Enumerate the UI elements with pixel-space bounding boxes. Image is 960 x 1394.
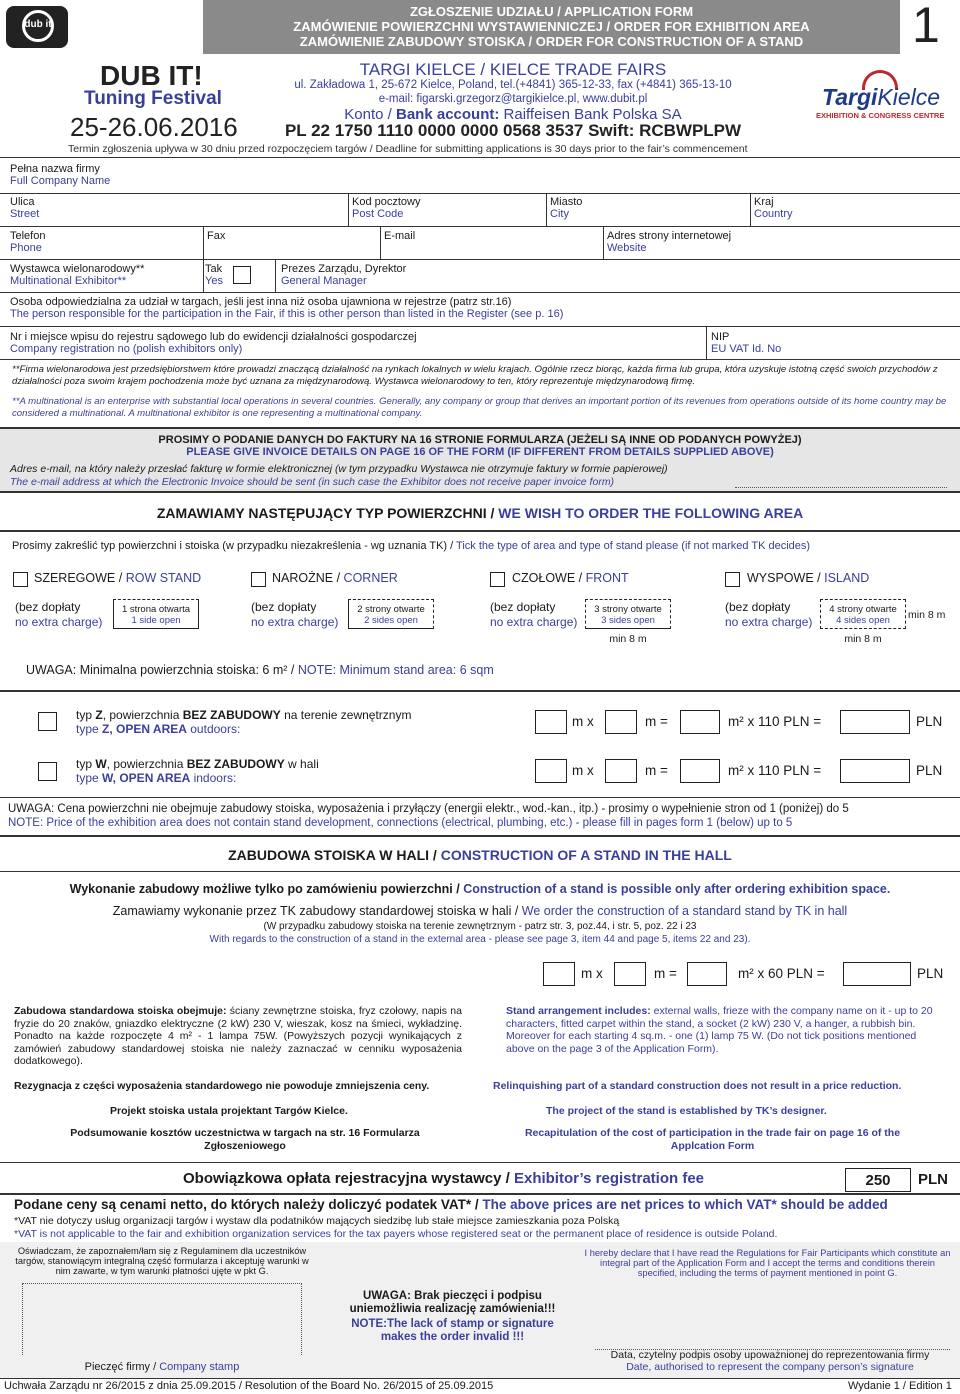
resign-pl: Rezygnacja z części wyposażenia standardowego nie powoduje zmniejszenia ceny.	[14, 1080, 430, 1092]
edition-text: Wydanie 1 / Edition 1	[848, 1380, 952, 1392]
tk-logo-b: Kielce	[877, 84, 941, 110]
logo-text: dub it	[24, 19, 52, 30]
yes-label-pl: Tak	[205, 263, 223, 275]
event-dates: 25-26.06.2016	[70, 112, 238, 142]
company-label-pl: Pełna nazwa firmy	[10, 163, 100, 175]
vsep	[546, 193, 547, 226]
nocharge-row	[15, 600, 102, 630]
field-registration[interactable]	[10, 331, 417, 355]
company-stamp-label	[22, 1361, 302, 1373]
vat-note-en: *VAT is not applicable to the fair and exhibition organization services for the tax payers whose registered seat or the permanent place of residence is outside Poland.	[14, 1228, 778, 1240]
account-pl: Konto /	[344, 106, 396, 123]
type-w-checkbox[interactable]	[38, 762, 57, 781]
construct-order	[0, 904, 960, 918]
type-w-pl	[76, 757, 319, 771]
m2x-label: m² x 110 PLN =	[728, 714, 822, 729]
iban: PL 22 1750 1110 0000 0000 0568 3537	[284, 121, 584, 140]
invoice-email-en: The e-mail address at which the Electronic Invoice should be sent (in such case the Exhibitor does not receive paper invoice form)	[10, 476, 615, 488]
t: Z, OPEN AREA	[102, 722, 187, 736]
row-stand-checkbox[interactable]	[13, 572, 28, 587]
field-responsible[interactable]	[10, 296, 950, 320]
nocharge-pl: (bez dopłaty	[15, 600, 81, 614]
web-label-pl: Adres strony internetowej	[607, 230, 732, 242]
invoice-title-en: PLEASE GIVE INVOICE DETAILS ON PAGE 16 OF THE FORM (IF DIFFERENT FROM DETAILS SUPPLIED ABOVE)	[186, 446, 774, 458]
island-stand-checkbox[interactable]	[725, 572, 740, 587]
construct-title-en: CONSTRUCTION OF A STAND IN THE HALL	[440, 847, 732, 863]
meq-label: m =	[654, 966, 677, 981]
t: W	[95, 757, 107, 771]
field-email[interactable]	[384, 230, 415, 242]
nocharge-corner	[251, 600, 338, 630]
street-label-en: Street	[10, 208, 40, 220]
nocharge-pl: (bez dopłaty	[251, 600, 317, 614]
reg-label-pl: Nr i miejsce wpisu do rejestru sądowego lub do ewidencji działalności gospodarczej	[10, 331, 417, 343]
pln-label: PLN	[917, 966, 944, 981]
t: indoors:	[190, 771, 237, 785]
proj-pl: Projekt stoiska ustala projektant Targów Kielce.	[110, 1105, 348, 1117]
t: W, OPEN AREA	[102, 771, 191, 785]
side-pl: 3 strony otwarte	[594, 604, 662, 615]
corner-stand-checkbox[interactable]	[251, 572, 266, 587]
type-z-checkbox[interactable]	[38, 712, 57, 731]
post-label-en: Post Code	[352, 208, 404, 220]
front-stand-diagram	[585, 599, 671, 629]
warning-pl: UWAGA: Brak pieczęci i podpisu uniemożliwia realizację zamówienia!!!	[349, 1290, 556, 1315]
type-z-width-input[interactable]	[605, 710, 637, 734]
nocharge-en: no extra charge)	[490, 615, 578, 629]
divider	[0, 797, 960, 798]
meq-label: m =	[645, 714, 668, 729]
divider	[0, 259, 960, 260]
includes-pl	[14, 1005, 462, 1068]
type-z-total-input[interactable]	[840, 710, 910, 734]
only-pl: Wykonanie zabudowy możliwe tylko po zamówieniu powierzchni /	[69, 882, 464, 896]
type-pl: SZEREGOWE /	[34, 571, 126, 585]
vat-en: The above prices are net prices to which VAT* should be added	[482, 1197, 888, 1212]
mx-label: m x	[572, 714, 594, 729]
t: Z	[95, 708, 103, 722]
includes-en-head: Stand arrangement includes:	[506, 1005, 651, 1017]
t: BEZ ZABUDOWY	[186, 757, 285, 771]
field-multinational	[10, 263, 144, 287]
t: BEZ ZABUDOWY	[182, 708, 281, 722]
t: w hali	[284, 757, 319, 771]
vsep	[203, 226, 204, 259]
vsep	[750, 193, 751, 226]
phone-label-pl: Telefon	[10, 230, 46, 242]
island-stand-diagram	[820, 599, 906, 629]
fee-currency: PLN	[918, 1171, 948, 1188]
phone-label-en: Phone	[10, 242, 42, 254]
type-z-en	[76, 722, 411, 736]
divider	[0, 157, 960, 158]
vat-pl: Podane ceny są cenami netto, do których należy doliczyć podatek VAT* /	[14, 1197, 483, 1212]
fee-pl: Obowiązkowa opłata rejestracyjna wystawcy /	[183, 1170, 514, 1187]
email-label: E-mail	[384, 230, 416, 242]
invoice-title-pl: PROSIMY O PODANIE DANYCH DO FAKTURY NA 16 STRONIE FORMULARZA (JEŻELI SĄ INNE OD PODANYCH POWYŻEJ)	[158, 434, 802, 446]
page-number: 1	[912, 0, 940, 53]
warning-en: NOTE:The lack of stamp or signature makes the order invalid !!!	[351, 1318, 554, 1343]
m2x60-label: m² x 60 PLN =	[738, 966, 825, 981]
divider	[0, 292, 960, 293]
side-en: 4 sides open	[836, 615, 890, 626]
nip-label-en: EU VAT Id. No	[711, 343, 782, 355]
construct-width-input[interactable]	[614, 962, 646, 986]
tk-logo-a: Targi	[822, 84, 878, 110]
vat-title	[14, 1197, 888, 1212]
street-label-pl: Ulica	[10, 196, 35, 208]
nocharge-en: no extra charge)	[725, 615, 813, 629]
island-min-label: min 8 m	[844, 633, 882, 645]
min-area-en: NOTE: Minimum stand area: 6 sqm	[297, 663, 494, 677]
multinational-note-pl: **Firma wielonarodowa jest przedsiębiorstwem które prowadzi znaczącą działalność na rynkach lokalnych w wielu krajach. Ogólnie rzecz biorąc, każda firma lub grupa, która uzyskuje istotną część swoich przychodów z działalności poza swoim krajem pochodzenia może być uznana za międzynarodową. Wystawca wielonarodowy to ten, który reprezentuje międzynarodową firmę.	[12, 364, 938, 387]
stamp-pl: Pieczęć firmy /	[84, 1361, 160, 1373]
side-en: 3 sides open	[601, 615, 655, 626]
divider	[0, 1193, 960, 1195]
nocharge-pl: (bez dopłaty	[490, 600, 556, 614]
t: typ	[76, 757, 96, 771]
title-line-1: ZGŁOSZENIE UDZIAŁU / APPLICATION FORM	[409, 4, 694, 19]
swift: Swift: RCBWPLPW	[583, 121, 742, 140]
price-note-en: NOTE: Price of the exhibition area does not contain stand development, connections (electrical, plumbing, etc.) - please fill in pages form 1 (below) up to 5	[8, 817, 793, 829]
pln-label: PLN	[916, 714, 943, 729]
t: type	[76, 722, 103, 736]
reg-en: Company registration no (polish exhibitors only)	[10, 343, 243, 355]
order-title	[0, 505, 960, 521]
vsep	[275, 259, 276, 292]
tick-en: Tick the type of area and type of stand please (if not marked TK decides)	[456, 540, 811, 552]
fax-label: Fax	[207, 230, 226, 242]
t: type	[76, 771, 103, 785]
m2x-label: m² x 110 PLN =	[728, 763, 822, 778]
construct-title	[0, 847, 960, 863]
iban-line	[283, 121, 743, 141]
fee-amount: 250	[845, 1168, 911, 1192]
type-w-width-input[interactable]	[605, 759, 637, 783]
pln-label: PLN	[916, 763, 943, 778]
org-name: TARGI KIELCE / KIELCE TRADE FAIRS	[359, 60, 667, 79]
divider	[0, 226, 960, 227]
nocharge-front	[490, 600, 577, 630]
invoice-email-input[interactable]	[735, 476, 947, 488]
stamp-en: Company stamp	[159, 1361, 240, 1373]
city-label-pl: Miasto	[550, 196, 583, 208]
type-en: ISLAND	[824, 571, 870, 585]
type-w-label	[76, 757, 319, 785]
construct-length-input[interactable]	[543, 962, 575, 986]
meq-label: m =	[645, 763, 668, 778]
type-pl: NAROŻNE /	[272, 571, 344, 585]
row-stand-diagram	[113, 599, 199, 629]
min-area-note	[26, 663, 494, 677]
island-stand-label	[747, 571, 869, 585]
fee-en: Exhibitor’s registration fee	[513, 1170, 705, 1187]
recap-en: Recapitulation of the cost of participation in the trade fair on page 16 of the Applcation Form	[524, 1127, 901, 1152]
vat-note-pl: *VAT nie dotyczy usług organizacji targów i wystaw dla podatników mających siedzibę lub stałe miejsce zamieszkania poza Polską	[14, 1215, 620, 1227]
includes-pl-text: ściany zewnętrzne stoiska, fryz czołowy, napis na fryzie do 20 znaków, gniazdko elektryczne (2 kW) 230 V, wieszak, kosz na śmieci, wykładzinę. Ponadto na każde rozpoczęte 4 m² - 1 lampa 75W. (Powyższych pozycji wynikających z zamówień zabudowy standardowej stoiska nie należy zaznaczać w cenniku wyposażenia dodatkowego).	[14, 1005, 462, 1067]
nocharge-island	[725, 600, 812, 630]
vsep	[603, 226, 604, 259]
country-label-pl: Kraj	[754, 196, 774, 208]
type-z-length-input[interactable]	[535, 710, 567, 734]
mgr-label-pl: Prezes Zarządu, Dyrektor	[281, 263, 407, 275]
corner-stand-label	[272, 571, 398, 585]
front-min-label: min 8 m	[609, 633, 647, 645]
field-city[interactable]	[550, 196, 582, 220]
resp-label-en: The person responsible for the participation in the Fair, if this is other person than listed in the Register (see p. 16)	[10, 308, 564, 320]
t: , powierzchnia	[102, 708, 183, 722]
type-w-total-input[interactable]	[840, 759, 910, 783]
org-email: e-mail: figarski.grzegorz@targikielce.pl, www.dubit.pl	[378, 93, 648, 105]
construct-area-input[interactable]	[687, 962, 727, 986]
multinational-note-en: **A multinational is an enterprise with substantial local operations in several countries. Generally, any company or group that derives an important portion of its revenues from operations outside of its home country may be considered a multinational. A multinational exhibitor is one representing a multinational company.	[12, 396, 947, 419]
event-name: DUB IT!	[100, 60, 203, 91]
divider	[0, 835, 960, 837]
field-manager[interactable]	[281, 263, 406, 287]
recap-pl: Podsumowanie kosztów uczestnictwa w targach na str. 16 Formularza Zgłoszeniowego	[70, 1127, 420, 1152]
field-company[interactable]	[10, 163, 950, 193]
field-postcode[interactable]	[352, 196, 420, 220]
resp-label-pl: Osoba odpowiedzialna za udział w targach, jeśli jest inna niż osoba ujawniona w rejestrze (patrz str.16)	[10, 296, 512, 308]
title-line-2: ZAMÓWIENIE POWIERZCHNI WYSTAWIENNICZEJ / ORDER FOR EXHIBITION AREA	[293, 19, 810, 34]
mx-label: m x	[581, 966, 603, 981]
fee-label	[183, 1170, 704, 1187]
type-w-en	[76, 771, 319, 785]
order-title-pl: ZAMAWIAMY NASTĘPUJĄCY TYP POWIERZCHNI /	[156, 505, 499, 521]
price-note-pl: UWAGA: Cena powierzchni nie obejmuje zabudowy stoiska, wyposażenia i przyłączy (energii elektr., wod.-kan., itp.) - prosimy o wypełnienie stron od 1 (poniżej) do 5	[8, 803, 849, 815]
type-pl: CZOŁOWE /	[512, 571, 586, 585]
divider	[0, 1162, 960, 1163]
order-en: We order the construction of a standard stand by TK in hall	[521, 904, 848, 918]
type-w-area-input[interactable]	[680, 759, 720, 783]
type-en: ROW STAND	[125, 571, 202, 585]
signature-label-en: Date, authorised to represent the company person’s signature	[626, 1361, 914, 1373]
field-country[interactable]	[754, 196, 793, 220]
field-street[interactable]	[10, 196, 39, 220]
declaration-pl: Oświadczam, że zapoznałem/łam się z Regulaminem dla uczestników targów, stanowiącym integralną część formularza i akceptuję warunki w nim zawarte, w tym warunki płatności ujęte w pkt G.	[15, 1246, 309, 1276]
side-pl: 4 strony otwarte	[829, 604, 897, 615]
post-label-pl: Kod pocztowy	[352, 196, 421, 208]
t: na terenie zewnętrznym	[280, 708, 412, 722]
min-area-pl: UWAGA: Minimalna powierzchnia stoiska: 6 m² /	[26, 663, 298, 677]
vsep	[203, 259, 204, 292]
resign-en: Relinquishing part of a standard construction does not result in a price reduction.	[493, 1080, 902, 1092]
multinational-checkbox[interactable]	[233, 266, 251, 284]
nip-label-pl: NIP	[711, 331, 730, 343]
proj-en: The project of the stand is established by TK’s designer.	[546, 1105, 827, 1117]
nocharge-pl: (bez dopłaty	[725, 600, 791, 614]
construct-sub-pl: (W przypadku zabudowy stoiska na terenie zewnętrznym - patrz str. 3, poz.44, i str. 5, poz. 22 i 23	[263, 921, 697, 932]
tk-logo-sub: EXHIBITION & CONGRESS CENTRE	[816, 111, 945, 120]
field-website[interactable]	[607, 230, 731, 254]
divider	[0, 690, 960, 692]
front-stand-checkbox[interactable]	[490, 572, 505, 587]
construct-total-input[interactable]	[843, 962, 911, 986]
order-pl: Zamawiamy wykonanie przez TK zabudowy standardowej stoiska w hali /	[112, 904, 522, 918]
mgr-label-en: General Manager	[281, 275, 367, 287]
t: outdoors:	[186, 722, 241, 736]
multi-label-en: Multinational Exhibitor**	[10, 275, 127, 287]
side-pl: 1 strona otwarta	[121, 604, 191, 615]
yes-label-en: Yes	[205, 275, 223, 287]
company-label-en: Full Company Name	[10, 175, 111, 187]
mx-label: m x	[572, 763, 594, 778]
multi-label-pl: Wystawca wielonarodowy**	[10, 263, 145, 275]
includes-en	[506, 1005, 938, 1055]
vsep	[348, 193, 349, 226]
deadline-text: Termin zgłoszenia upływa w 30 dniu przed rozpoczęciem targów / Deadline for submitting applications is 30 days prior to the fair’s commencement	[68, 143, 748, 155]
type-z-label	[76, 708, 411, 736]
type-en: FRONT	[585, 571, 629, 585]
targi-kielce-logo	[822, 84, 940, 111]
invoice-email-pl: Adres e-mail, na który należy przesłać fakturę w formie elektronicznej (w tym przypadku Wystawca nie otrzymuje faktury w formie papierowej)	[10, 463, 668, 475]
order-title-en: WE WISH TO ORDER THE FOLLOWING AREA	[498, 505, 804, 521]
type-w-length-input[interactable]	[535, 759, 567, 783]
web-label-en: Website	[607, 242, 647, 254]
side-en: 2 sides open	[364, 615, 418, 626]
includes-en-text: external walls, frieze with the company name on it - up to 20 characters, fitted carpet within the stand, a socket (2 kW) 230 V, a hanger, a rubbish bin. Moreover for each starting 4 sq.m. - one (1) lamp 75 W. (Do not tick positions mentioned above on the page 3 of the Application Form).	[506, 1005, 933, 1055]
type-en: CORNER	[343, 571, 398, 585]
side-pl: 2 strony otwarte	[357, 604, 425, 615]
type-pl: WYSPOWE /	[747, 571, 825, 585]
resolution-text: Uchwała Zarządu nr 26/2015 z dnia 25.09.2015 / Resolution of the Board No. 26/2015 of 25.09.2015	[4, 1380, 494, 1392]
event-subtitle: Tuning Festival	[84, 88, 222, 109]
title-line-3: ZAMÓWIENIE ZABUDOWY STOISKA / ORDER FOR CONSTRUCTION OF A STAND	[299, 34, 804, 49]
field-fax[interactable]	[207, 230, 225, 242]
reg-label-en	[10, 343, 417, 355]
corner-stand-diagram	[348, 599, 434, 629]
title-band-lines	[203, 4, 900, 49]
vsep	[706, 326, 707, 359]
construct-title-pl: ZABUDOWA STOISKA W HALI /	[228, 847, 441, 863]
divider	[0, 530, 960, 532]
divider	[0, 871, 960, 872]
country-label-en: Country	[754, 208, 793, 220]
type-z-pl	[76, 708, 411, 722]
front-stand-label	[512, 571, 629, 585]
t: , powierzchnia	[106, 757, 187, 771]
nocharge-en: no extra charge)	[15, 615, 103, 629]
construct-sub-en: With regards to the construction of a stand in the external area - please see page 3, item 44 and page 5, items 22 and 23).	[209, 934, 751, 945]
declaration-en: I hereby declare that I have read the Regulations for Fair Participants which constitute an integral part of the Application Form and I accept the terms and conditions therein specified, including the terms of payment mentioned in point G.	[584, 1248, 951, 1278]
signature-label-pl: Data, czytelny podpis osoby upoważnionej do reprezentowania firmy	[610, 1349, 930, 1361]
divider	[0, 193, 960, 194]
tick-pl: Prosimy zakreślić typ powierzchni i stoiska (w przypadku niezakreślenia - wg uznania TK) /	[12, 540, 457, 552]
account-bank: Raiffeisen Bank Polska SA	[499, 106, 682, 123]
field-phone[interactable]	[10, 230, 45, 254]
divider	[0, 359, 960, 360]
field-nip[interactable]	[711, 331, 781, 355]
t: typ	[76, 708, 96, 722]
side-en: 1 side open	[131, 615, 181, 626]
city-label-en: City	[550, 208, 569, 220]
divider	[0, 1378, 960, 1379]
construct-only	[0, 882, 960, 896]
divider	[0, 326, 960, 327]
includes-pl-head: Zabudowa standardowa stoiska obejmuje:	[14, 1005, 227, 1017]
order-tick-text	[12, 540, 810, 552]
org-address: ul. Zakładowa 1, 25-672 Kielce, Poland, tel.(+4841) 365-12-33, fax (+4841) 365-13-10	[294, 79, 732, 91]
company-stamp-area[interactable]	[22, 1283, 302, 1355]
only-en: Construction of a stand is possible only after ordering exhibition space.	[463, 882, 891, 896]
vsep	[380, 226, 381, 259]
type-z-area-input[interactable]	[680, 710, 720, 734]
multi-yes	[205, 263, 223, 287]
account-en: Bank account:	[396, 106, 500, 123]
nocharge-en: no extra charge)	[251, 615, 339, 629]
row-stand-label	[34, 571, 201, 585]
island-min-side-label: min 8 m	[908, 609, 946, 621]
